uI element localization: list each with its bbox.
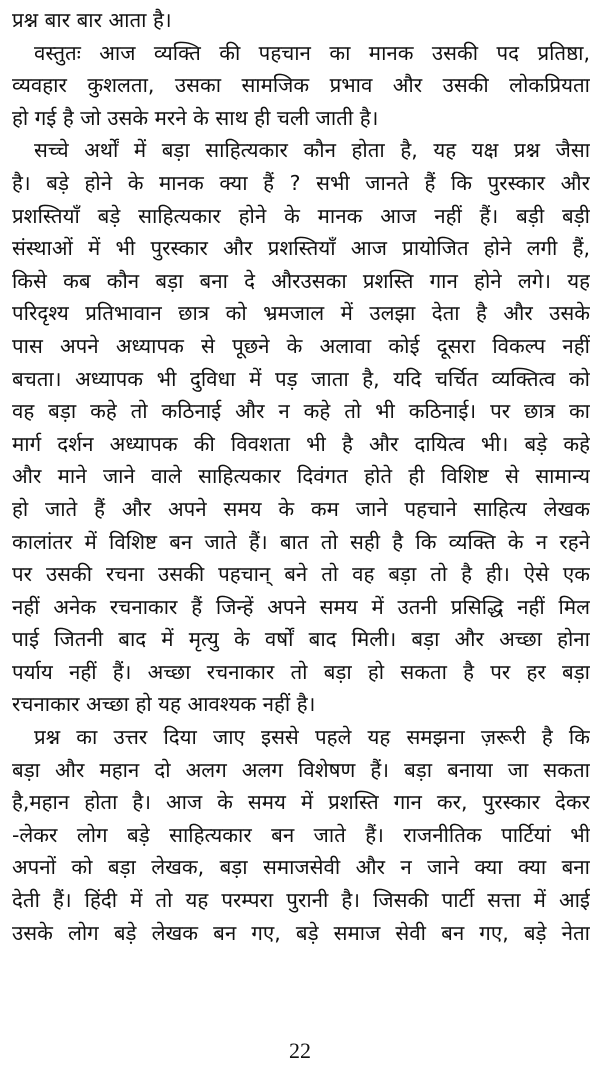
text-line: पास अपने अध्यापक से पूछने के अलावा कोई दूसरा विकल्प नहीं	[12, 333, 590, 358]
text-line: परिदृश्य प्रतिभावान छात्र को भ्रमजाल में उलझा देता है और उसके	[12, 301, 590, 326]
text-line: मार्ग दर्शन अध्यापक की विवशता भी है और दायित्व भी। बड़े कहे	[12, 431, 590, 456]
text-line: पर्याय नहीं हैं। अच्छा रचनाकार तो बड़ा हो सकता है पर हर बड़ा	[12, 659, 590, 684]
text-line: पाई जितनी बाद में मृत्यु के वर्षों बाद मिली। बड़ा और अच्छा होना	[12, 627, 590, 652]
text-line: बचता। अध्यापक भी दुविधा में पड़ जाता है, यदि चर्चित व्यक्तित्व को	[12, 366, 590, 391]
text-line: वह बड़ा कहे तो कठिनाई और न कहे तो भी कठिनाई। पर छात्र का	[12, 399, 590, 424]
text-line: है,महान होता है। आज के समय में प्रशस्ति गान कर, पुरस्कार देकर	[12, 790, 590, 815]
text-line: पर उसकी रचना उसकी पहचान् बने तो वह बड़ा तो है ही। ऐसे एक	[12, 562, 590, 587]
text-line: संस्थाओं में भी पुरस्कार और प्रशस्तियाँ आज प्रायोजित होने लगी हैं,	[12, 236, 590, 261]
text-line: उसके लोग बड़े लेखक बन गए, बड़े समाज सेवी बन गए, बड़े नेता	[12, 920, 590, 945]
text-line: प्रश्न का उत्तर दिया जाए इससे पहले यह समझना ज़रूरी है कि	[34, 725, 590, 750]
text-line: कालांतर में विशिष्ट बन जाते हैं। बात तो सही है कि व्यक्ति के न रहने	[12, 529, 590, 554]
text-line: किसे कब कौन बड़ा बना दे औरउसका प्रशस्ति गान होने लगे। यह	[12, 268, 590, 293]
text-line: नहीं अनेक रचनाकार हैं जिन्हें अपने समय में उतनी प्रसिद्धि नहीं मिल	[12, 594, 590, 619]
text-line: है। बड़े होने के मानक क्या हैं ? सभी जानते हैं कि पुरस्कार और	[12, 170, 590, 195]
text-line: हो जाते हैं और अपने समय के कम जाने पहचाने साहित्य लेखक	[12, 496, 590, 521]
page-number: 22	[289, 1038, 311, 1063]
text-line: वस्तुतः आज व्यक्ति की पहचान का मानक उसकी पद प्रतिष्ठा,	[34, 40, 590, 65]
text-line: देती हैं। हिंदी में तो यह परम्परा पुरानी है। जिसकी पार्टी सत्ता में आई	[12, 888, 590, 913]
text-line: व्यवहार कुशलता, उसका सामजिक प्रभाव और उसकी लोकप्रियता	[12, 73, 590, 98]
body-text	[12, 4, 590, 949]
text-line: प्रश्न बार बार आता है।	[12, 8, 172, 32]
text-line: हो गई है जो उसके मरने के साथ ही चली जाती है।	[12, 105, 379, 130]
text-line: और माने जाने वाले साहित्यकार दिवंगत होते ही विशिष्ट से सामान्य	[12, 464, 590, 489]
text-line: अपनों को बड़ा लेखक, बड़ा समाजसेवी और न जाने क्या क्या बना	[12, 855, 590, 880]
text-line: रचनाकार अच्छा हो यह आवश्यक नहीं है।	[12, 692, 316, 717]
text-line: बड़ा और महान दो अलग अलग विशेषण हैं। बड़ा बनाया जा सकता	[12, 757, 590, 782]
text-line: -लेकर लोग बड़े साहित्यकार बन जाते हैं। राजनीतिक पार्टियां भी	[12, 822, 590, 847]
text-line: प्रशस्तियाँ बड़े साहित्यकार होने के मानक आज नहीं हैं। बड़ी बड़ी	[12, 203, 590, 228]
text-line: सच्चे अर्थों में बड़ा साहित्यकार कौन होता है, यह यक्ष प्रश्न जैसा	[34, 138, 590, 163]
